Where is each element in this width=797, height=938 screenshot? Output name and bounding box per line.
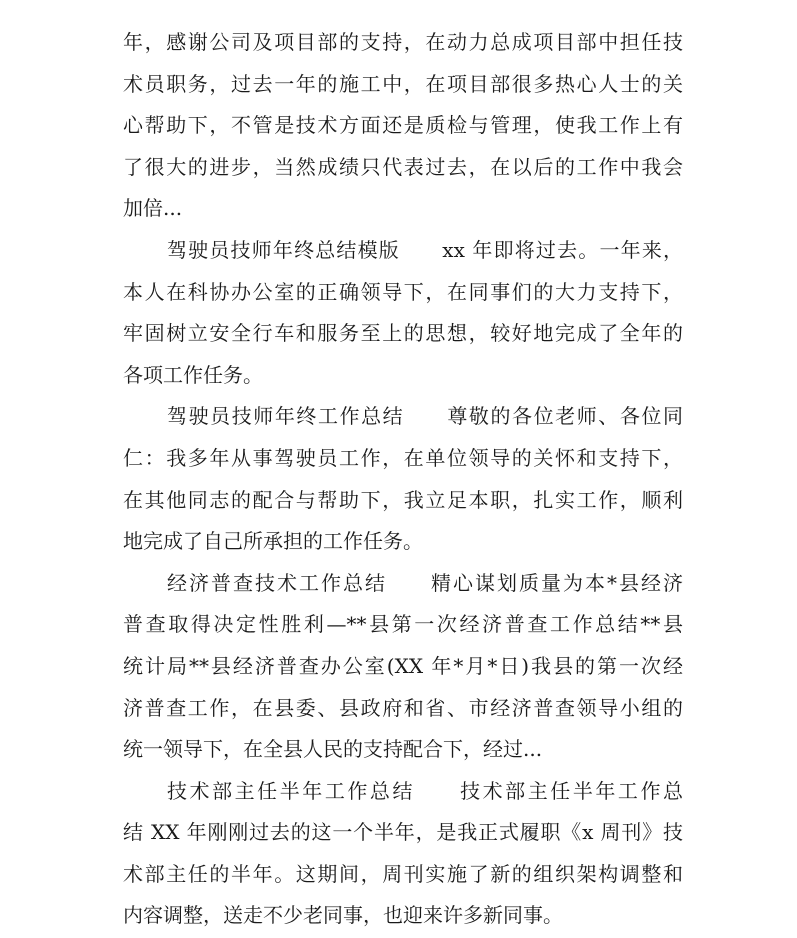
text-line: 济普查工作，在县委、县政府和省、市经济普查领导小组的 xyxy=(123,695,683,720)
text-line: 统计局**县经济普查办公室(XX 年*月*日)我县的第一次经 xyxy=(123,653,683,678)
text-line: 结 XX 年刚刚过去的这一个半年，是我正式履职《x 周刊》技 xyxy=(123,820,683,845)
text-line: 各项工作任务。 xyxy=(123,362,263,387)
text-line: 内容调整，送走不少老同事，也迎来许多新同事。 xyxy=(123,903,563,928)
text-line: 仁：我多年从事驾驶员工作，在单位领导的关怀和支持下， xyxy=(123,445,683,470)
text-line: 加倍... xyxy=(123,196,183,221)
text-line: 了很大的进步，当然成绩只代表过去，在以后的工作中我会 xyxy=(123,154,683,179)
body-text xyxy=(123,22,683,937)
text-line: 年，感谢公司及项目部的支持，在动力总成项目部中担任技 xyxy=(123,30,683,54)
text-line: 统一领导下，在全县人民的支持配合下，经过... xyxy=(123,737,543,762)
paragraph-start-line: 技术部主任半年工作总结 技术部主任半年工作总 xyxy=(167,778,683,803)
text-line: 在其他同志的配合与帮助下，我立足本职，扎实工作，顺利 xyxy=(123,487,683,512)
paragraph-start-line: 驾驶员技师年终总结模版 xx 年即将过去。一年来， xyxy=(167,237,683,262)
text-line: 术员职务，过去一年的施工中，在项目部很多热心人士的关 xyxy=(123,71,683,96)
text-line: 本人在科协办公室的正确领导下，在同事们的大力支持下， xyxy=(123,279,683,304)
paragraph-start-line: 经济普查技术工作总结 精心谋划质量为本*县经济 xyxy=(167,570,683,595)
text-line: 心帮助下，不管是技术方面还是质检与管理，使我工作上有 xyxy=(123,113,683,138)
text-line: 术部主任的半年。这期间，周刊实施了新的组织架构调整和 xyxy=(123,861,683,886)
paragraph-start-line: 驾驶员技师年终工作总结 尊敬的各位老师、各位同 xyxy=(167,404,683,429)
text-line: 牢固树立安全行车和服务至上的思想，较好地完成了全年的 xyxy=(123,321,683,346)
text-line: 地完成了自己所承担的工作任务。 xyxy=(123,529,423,554)
text-line: 普查取得决定性胜利—**县第一次经济普查工作总结**县 xyxy=(123,612,683,637)
